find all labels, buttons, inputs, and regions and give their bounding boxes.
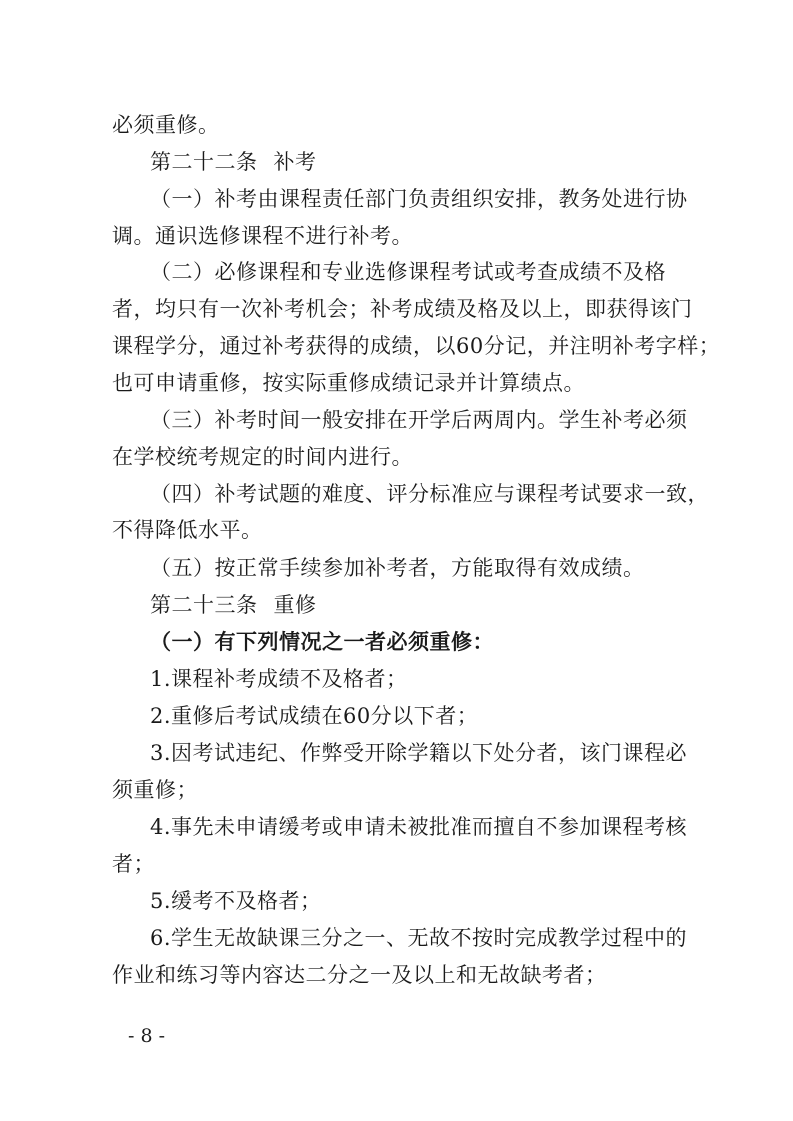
- paragraph-line: 在学校统考规定的时间内进行。: [112, 445, 413, 469]
- paragraph-line: （四）补考试题的难度、评分标准应与课程考试要求一致，: [150, 482, 709, 506]
- page-number: - 8 -: [128, 1025, 166, 1047]
- subsection-heading: （一）有下列情况之一者必须重修：: [150, 629, 494, 654]
- list-item: 6.学生无故缺课三分之一、无故不按时完成教学过程中的: [150, 926, 688, 950]
- paragraph-line: 课程学分，通过补考获得的成绩，以60分记，并注明补考字样；: [112, 334, 721, 358]
- list-item-continuation: 者；: [112, 852, 155, 876]
- list-item: 1.课程补考成绩不及格者；: [150, 667, 408, 691]
- paragraph-line: （二）必修课程和专业选修课程考试或考查成绩不及格: [150, 260, 666, 284]
- list-item: 5.缓考不及格者；: [150, 889, 322, 913]
- article-title: 补考: [273, 150, 317, 174]
- text-line: 必须重修。: [112, 113, 220, 137]
- article-number: 第二十二条: [150, 150, 258, 174]
- paragraph-line: （三）补考时间一般安排在开学后两周内。学生补考必须: [150, 408, 688, 432]
- list-item-continuation: 作业和练习等内容达二分之一及以上和无故缺考者；: [112, 963, 607, 987]
- list-item-continuation: 须重修；: [112, 778, 198, 802]
- paragraph-line: （五）按正常手续参加补考者，方能取得有效成绩。: [150, 556, 645, 580]
- paragraph-line: 者，均只有一次补考机会；补考成绩及格及以上，即获得该门: [112, 297, 693, 321]
- article-heading-23: [150, 590, 317, 620]
- article-number: 第二十三条: [150, 593, 258, 617]
- list-item: 2.重修后考试成绩在60分以下者；: [150, 704, 479, 728]
- paragraph-line: （一）补考由课程责任部门负责组织安排，教务处进行协: [150, 187, 688, 211]
- paragraph-line: 不得降低水平。: [112, 518, 263, 542]
- list-item: 3.因考试违纪、作弊受开除学籍以下处分者，该门课程必: [150, 741, 688, 765]
- article-heading-22: [150, 147, 317, 177]
- paragraph-line: 也可申请重修，按实际重修成绩记录并计算绩点。: [112, 371, 585, 395]
- paragraph-line: 调。通识选修课程不进行补考。: [112, 224, 413, 248]
- article-title: 重修: [273, 593, 317, 617]
- list-item: 4.事先未申请缓考或申请未被批准而擅自不参加课程考核: [150, 815, 688, 839]
